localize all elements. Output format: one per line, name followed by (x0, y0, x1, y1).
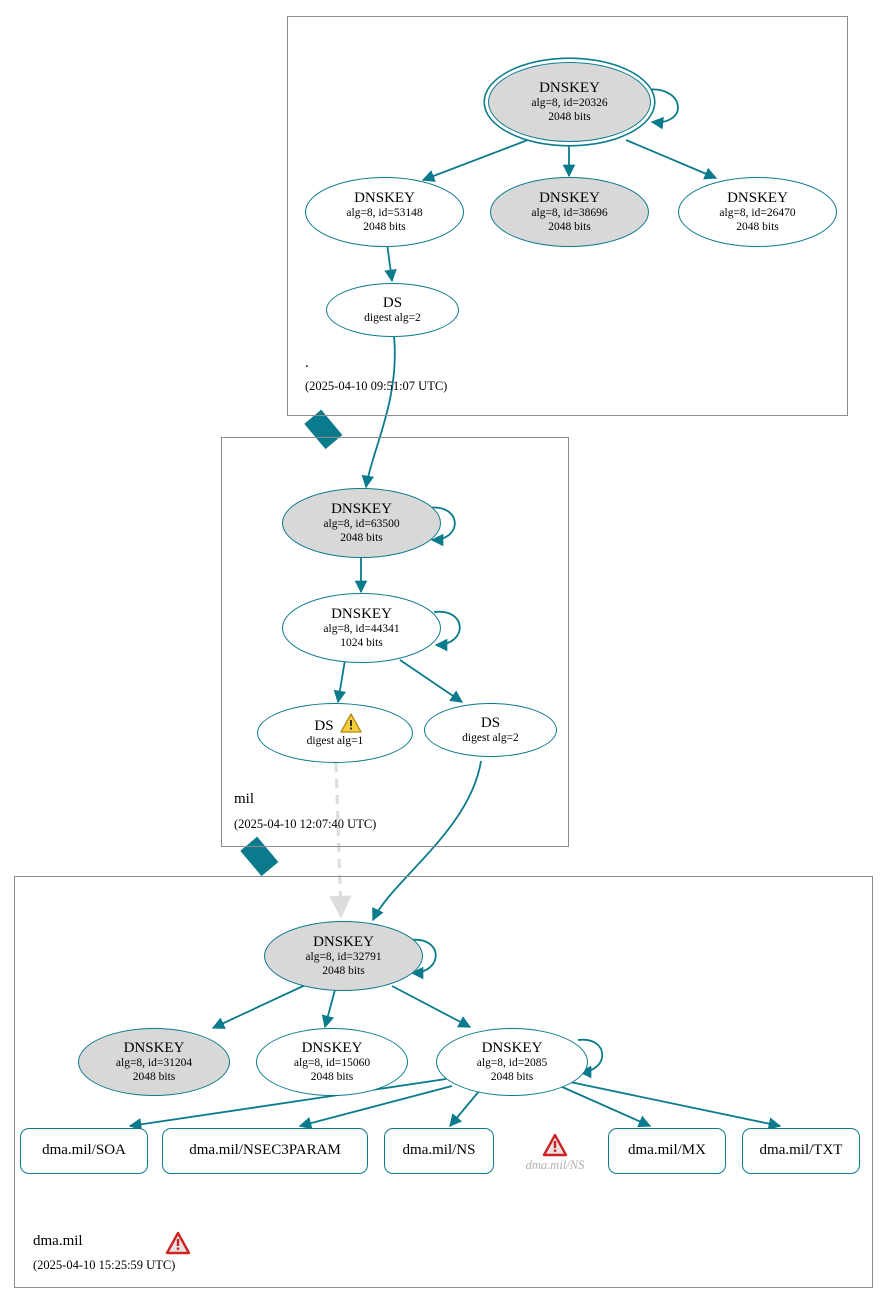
dnskey-node-root-zsk-53148[interactable] (305, 177, 464, 247)
node-line2: digest alg=2 (462, 732, 519, 745)
node-line1: DNSKEY (331, 501, 392, 518)
node-line1: DNSKEY (301, 1040, 363, 1057)
node-line2: alg=8, id=44341 (323, 623, 400, 636)
node-line2: alg=8, id=38696 (531, 207, 608, 220)
node-line1: DNSKEY (123, 1040, 185, 1057)
dnskey-node-mil-ksk-63500[interactable] (282, 488, 441, 558)
rrset-label: dma.mil/NS (402, 1142, 476, 1159)
rrset-node-mx[interactable] (608, 1128, 726, 1174)
dnskey-node-root-ksk-20326[interactable] (488, 62, 651, 142)
rrset-label: dma.mil/MX (628, 1142, 706, 1159)
node-line3: 2048 bits (548, 110, 591, 123)
node-line2: alg=8, id=20326 (531, 97, 608, 110)
dnskey-node-dma-zsk-15060[interactable] (256, 1028, 408, 1096)
rrset-node-txt[interactable] (742, 1128, 860, 1174)
node-line1: DS (382, 294, 403, 311)
dnskey-node-dma-zsk-2085[interactable] (436, 1028, 588, 1096)
zone-name-root: . (305, 355, 309, 371)
dnskey-node-dma-zsk-31204[interactable] (78, 1028, 230, 1096)
rrset-label: dma.mil/TXT (759, 1142, 843, 1159)
node-line3: 2048 bits (340, 531, 383, 544)
zone-timestamp-root: (2025-04-10 09:51:07 UTC) (305, 379, 448, 393)
node-line2: alg=8, id=53148 (346, 207, 423, 220)
error-icon-zone-dma-mil (165, 1231, 191, 1255)
rrset-node-ns[interactable] (384, 1128, 494, 1174)
rrset-label: dma.mil/SOA (42, 1142, 126, 1159)
node-line1: DS (480, 714, 501, 731)
node-line2: alg=8, id=31204 (115, 1057, 193, 1070)
ds-node-mil-digest-alg1[interactable] (257, 703, 413, 763)
zone-timestamp-mil: (2025-04-10 12:07:40 UTC) (234, 817, 377, 831)
node-line3: 2048 bits (322, 964, 365, 977)
node-line1: DNSKEY (539, 190, 600, 207)
error-label-dma-mil-ns: dma.mil/NS (525, 1158, 585, 1172)
node-line2: alg=8, id=2085 (476, 1057, 548, 1070)
node-line2: alg=8, id=26470 (719, 207, 796, 220)
dnskey-node-root-zsk-26470[interactable] (678, 177, 837, 247)
node-line2: alg=8, id=32791 (305, 951, 382, 964)
node-line3: 2048 bits (736, 220, 779, 233)
zone-name-dma-mil: dma.mil (33, 1233, 83, 1249)
node-line3: 1024 bits (340, 636, 383, 649)
ds-node-mil-digest-alg2[interactable] (424, 703, 557, 757)
node-line1: DNSKEY (313, 934, 374, 951)
ds-node-root-digest-alg2[interactable] (326, 283, 459, 337)
rrset-node-nsec3param[interactable] (162, 1128, 368, 1174)
node-line2: alg=8, id=15060 (293, 1057, 371, 1070)
node-line2: alg=8, id=63500 (323, 518, 400, 531)
dnskey-node-root-zsk-38696[interactable] (490, 177, 649, 247)
rrset-node-soa[interactable] (20, 1128, 148, 1174)
warning-icon-ds-alg1 (340, 713, 362, 733)
zone-name-mil: mil (234, 791, 255, 807)
node-line3: 2048 bits (310, 1070, 354, 1083)
node-line1: DNSKEY (354, 190, 415, 207)
error-icon-dma-mil-ns (542, 1133, 568, 1157)
node-line2: digest alg=1 (306, 735, 364, 748)
node-line3: 2048 bits (548, 220, 591, 233)
node-line3: 2048 bits (132, 1070, 176, 1083)
node-line1: DS (314, 717, 334, 734)
dnskey-node-dma-ksk-32791[interactable] (264, 921, 423, 991)
dnskey-node-mil-zsk-44341[interactable] (282, 593, 441, 663)
rrset-label: dma.mil/NSEC3PARAM (189, 1142, 341, 1159)
node-line1: DNSKEY (539, 80, 600, 97)
node-line3: 2048 bits (490, 1070, 534, 1083)
node-line1: DNSKEY (481, 1040, 543, 1057)
node-line3: 2048 bits (363, 220, 406, 233)
zone-timestamp-dma-mil: (2025-04-10 15:25:59 UTC) (33, 1258, 176, 1272)
node-line1: DNSKEY (727, 190, 788, 207)
node-line1: DNSKEY (331, 606, 392, 623)
node-line2: digest alg=2 (364, 312, 421, 325)
